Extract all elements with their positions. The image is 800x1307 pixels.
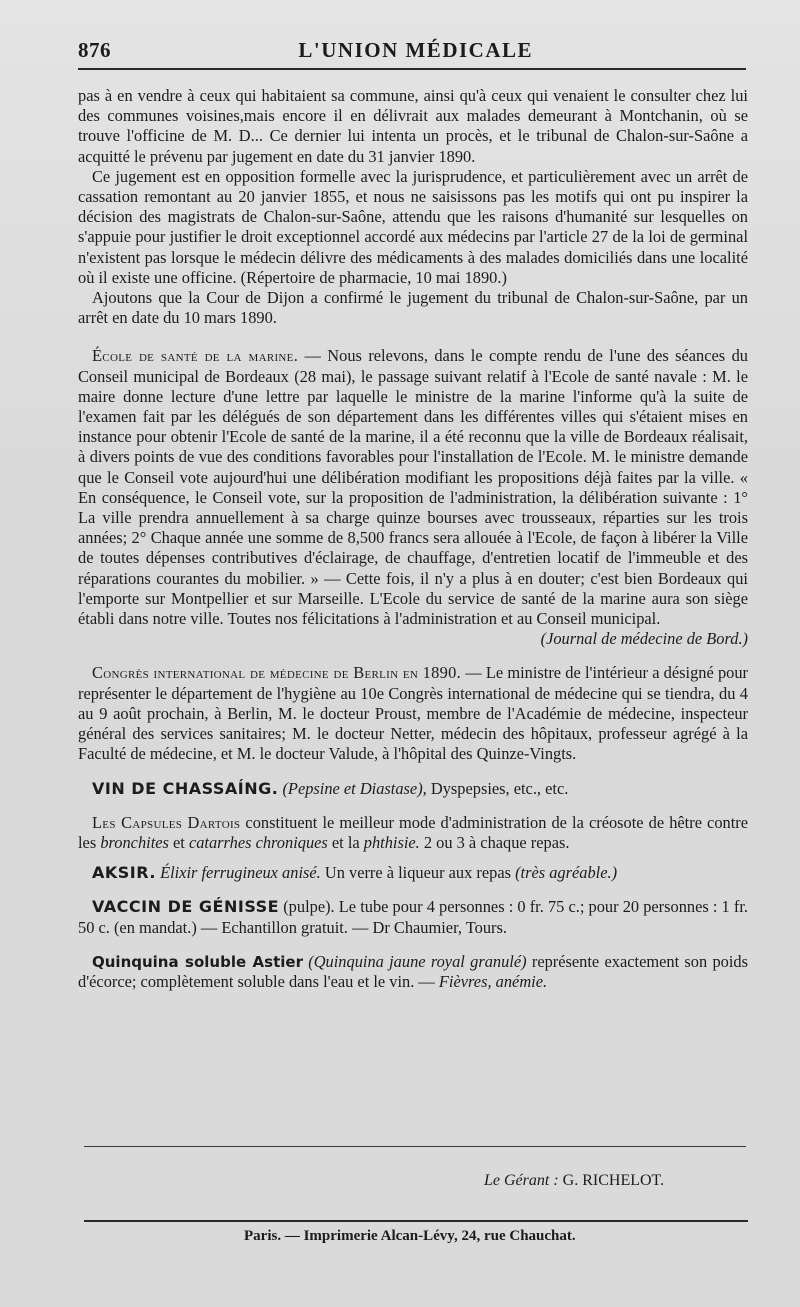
ad-aksir	[78, 863, 748, 883]
ad-2-italic-3: phthisie.	[363, 832, 420, 852]
ad-1-paren: (Pepsine et Diastase),	[282, 778, 427, 798]
paragraph-4-source-line	[78, 629, 748, 649]
ad-capsules-dartois	[78, 813, 748, 853]
ad-3-italic: Élixir ferrugineux anisé.	[160, 863, 321, 883]
ad-1-text: Dyspepsies, etc., etc.	[426, 778, 569, 798]
ad-vin-chassaing	[78, 779, 748, 799]
ad-5-title: Quinquina soluble Astier	[92, 952, 303, 971]
article-body	[78, 86, 748, 992]
ad-2-head: Les Capsules Dartois	[92, 812, 241, 832]
section-heading-ecole: École de santé de la marine.	[92, 346, 299, 366]
ad-2-italic-2: catarrhes chroniques	[188, 832, 328, 852]
ad-2-text-2: et	[168, 832, 189, 852]
ad-5-text: représente exactement son poids d'écorce; complètement soluble dans l'eau et le vin. —	[78, 951, 748, 991]
ad-2-italic-1: bronchites	[100, 832, 169, 852]
ad-3-title: AKSIR.	[92, 863, 156, 883]
ad-3-text: Un verre à liqueur aux repas	[320, 863, 516, 883]
paragraph-2-source: (Répertoire de pharmacie, 10 mai 1890.)	[240, 267, 507, 287]
ad-vaccin-genisse	[78, 897, 748, 937]
header-rule	[78, 68, 746, 70]
paragraph-4	[78, 346, 748, 629]
gerant-name: G. RICHELOT.	[558, 1172, 665, 1189]
ad-2-text-4: 2 ou 3 à chaque repas.	[419, 832, 570, 852]
paragraph-5-text: — Le ministre de l'intérieur a désigné pour représenter le département de l'hygiène au 10e Congrès international de médecine qui se tiendra, du 4 au 9 août prochain, à Berlin, M. le docteur Proust, membre de l'Académie de médecine, inspecteur général des services sanitaires; M. le docteur Netter, médecin des hôpitaux, professeur agrégé à la Faculté de médecine, et M. le docteur Valude, à l'hôpital des Quinze-Vingts.	[78, 663, 749, 764]
paragraph-2-text: Ce jugement est en opposition formelle avec la jurisprudence, et particulièrement avec un arrêt de cassation remontant au 20 janvier 1855, et nous ne saisissons pas les motifs qui ont pu inspirer la décision des magistrats de Chalon-sur-Saône, attendu que les raisons d'humanité sur lesquelles on s'appuie pour justifier le droit exceptionnel accordé aux médecins par l'article 27 de la loi de germinal n'existent pas lorsque le médecin délivre des médicaments à des malades domiciliés dans une localité où il existe une officine.	[78, 166, 748, 287]
paragraph-2	[78, 167, 748, 288]
page-number: 876	[78, 38, 111, 62]
ad-4-title: VACCIN DE GÉNISSE	[92, 897, 280, 917]
running-head: L'UNION MÉDICALE	[298, 38, 533, 62]
paragraph-4-source: (Journal de médecine de Bord.)	[540, 629, 748, 649]
paragraph-1: pas à en vendre à ceux qui habitaient sa commune, ainsi qu'à ceux qui venaient le consulter chez lui des communes voisines,mais encore il en délivrait aux malades demeurant à Montchanin, où se trouve l'officine de M. D... Ce dernier lui intenta un procès, et le tribunal de Chalon-sur-Saône a acquitté le prévenu par jugement en date du 31 janvier 1890.	[78, 86, 748, 166]
ad-2-text-3: et la	[327, 832, 364, 852]
ad-quinquina-astier	[78, 952, 748, 992]
section-heading-congres: Congrès international de médecine de Berlin en 1890.	[92, 663, 462, 683]
footer-rule-top	[84, 1146, 746, 1147]
ad-5-italic: (Quinquina jaune royal granulé)	[308, 951, 527, 971]
page-header	[78, 38, 748, 63]
paragraph-4-text: — Nous relevons, dans le compte rendu de l'une des séances du Conseil municipal de Bordeaux (28 mai), le passage suivant relatif à l'Ecole de santé navale : M. le maire donne lecture d'une lettre par laquelle le ministre de la marine l'informe qu'à la suite de l'examen fait par les délégués de son département dans les différentes villes qui s'étaient mises en instance pour obtenir l'Ecole de santé de la marine, il a été reconnu que la ville de Bordeaux réalisait, à divers points de vue des conditions favorables pour l'installation de l'Ecole. M. le ministre demande que le Conseil vote aujourd'hui une délibération modifiant les propositions déjà faites par la ville. « En conséquence, le Conseil vote, sur la proposition de l'administration, la délibération suivante : 1° La ville prendra annuellement à sa charge quinze bourses avec trousseaux, réparties sur les trois années; 2° Chaque année une somme de 8,500 francs sera allouée à l'Ecole, de façon à libérer la Ville de toutes dépenses contributives d'éclairage, de chauffage, d'entretien locatif de l'immeuble et des réparations courantes du mobilier. » — Cette fois, il n'y a plus à en douter; c'est bien Bordeaux qui l'emporte sur Montpellier et sur Marseille. L'Ecole du service de santé de la marine aura son siège établi dans notre ville. Toutes nos félicitations à l'administration et au Conseil municipal.	[78, 346, 748, 629]
gerant-signature	[484, 1172, 664, 1190]
footer-rule-bottom	[84, 1220, 748, 1222]
ad-5-italic-2: Fièvres, anémie.	[438, 971, 548, 991]
ad-3-italic-2: (très agréable.)	[515, 863, 618, 883]
ad-2-text-1: constituent le meilleur mode d'administration de la créosote de hêtre contre les	[78, 812, 749, 852]
paragraph-5	[78, 663, 748, 764]
ad-4-text: (pulpe). Le tube pour 4 personnes : 0 fr. 75 c.; pour 20 personnes : 1 fr. 50 c. (en mandat.) — Echantillon gratuit. — Dr Chaumier, Tours.	[78, 897, 748, 937]
gerant-label: Le Gérant :	[484, 1172, 559, 1189]
paragraph-3: Ajoutons que la Cour de Dijon a confirmé le jugement du tribunal de Chalon-sur-Saône, par un arrêt en date du 10 mars 1890.	[78, 288, 748, 328]
ad-1-title: VIN DE CHASSAÍNG.	[92, 778, 279, 798]
printer-imprint: Paris. — Imprimerie Alcan-Lévy, 24, rue Chauchat.	[244, 1228, 576, 1244]
